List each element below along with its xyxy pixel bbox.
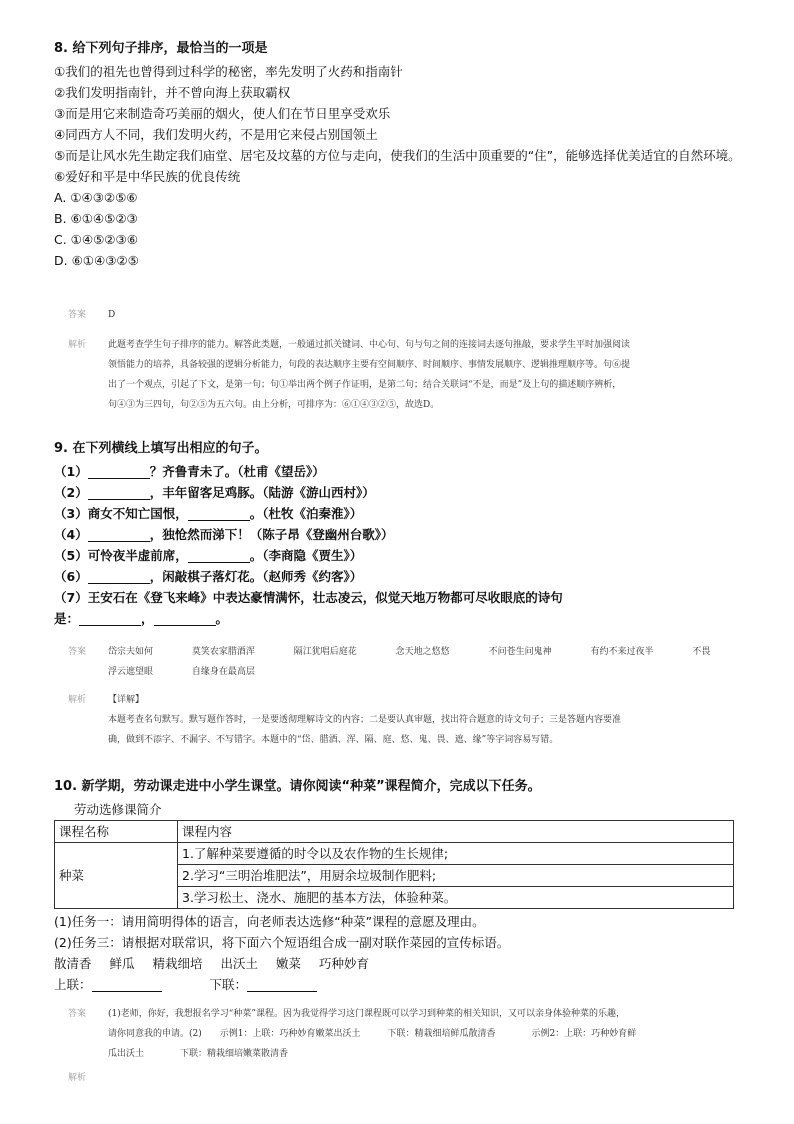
analysis-line: 确，做到不添字、不漏字、不写错字。本题中的“岱、腊酒、浑、隔、庭、悠、鬼、畏、遮、缘”等字词容易写错。 — [108, 735, 559, 745]
item-text: 。（杜牧《泊秦淮》） — [249, 506, 363, 521]
q8-sentence: ②我们发明指南针，并不曾向海上获取霸权 — [54, 85, 291, 100]
q9-answers-line — [108, 662, 728, 682]
answer-item: 浮云遮望眼 — [108, 667, 154, 677]
fill-blank[interactable] — [88, 485, 150, 500]
q9-analysis-row — [68, 690, 728, 750]
q9-analysis — [108, 690, 728, 750]
q8-sentence: ⑥爱好和平是中华民族的优良传统 — [54, 169, 241, 184]
item-number: （3） — [54, 506, 88, 521]
fill-blank[interactable] — [88, 527, 150, 542]
q8-answer-row — [68, 305, 728, 325]
course-content-line: 2.学习“三明治堆肥法”，用厨余垃圾制作肥料; — [178, 865, 733, 887]
q9-answers — [108, 642, 728, 682]
phrase: 散清香 — [54, 956, 92, 971]
q9-answer-block — [68, 642, 728, 750]
answer-item: 隔江犹唱后庭花 — [293, 647, 357, 657]
answer-line: 瓜出沃土 下联：精栽细培嫩菜散清香 — [108, 1049, 289, 1059]
item-number: （2） — [54, 485, 88, 500]
lower-couplet-blank[interactable] — [247, 977, 317, 992]
item-number: （4） — [54, 527, 88, 542]
q8-option-c[interactable]: C. ①④⑤②③⑥ — [54, 232, 138, 247]
item-text: 。（李商隐《贾生》） — [249, 548, 363, 563]
answer-line: 请你同意我的申请。(2) 示例1：上联：巧种妙育嫩菜出沃土 下联：精栽细培鲜瓜散清香 示例2：上联：巧种妙育鲜 — [108, 1029, 637, 1039]
answer-item: 念天地之悠悠 — [395, 647, 450, 657]
analysis-line: 本题考查名句默写。默写题作答时，一是要透彻理解诗文的内容；二是要认真审题，找出符合题意的诗文句子；三是答题内容要准 — [108, 715, 622, 725]
couplet-blanks — [54, 974, 754, 995]
course-content-line: 3.学习松土、浇水、施肥的基本方法，体验种菜。 — [182, 890, 457, 905]
phrase: 鲜瓜 — [109, 956, 135, 971]
table-header-cell: 课程名称 — [55, 821, 178, 843]
analysis-line: 出了一个观点，引起了下文，是第一句；句①举出两个例子作证明，是第二句；结合关联词“不是，而是”及上句的描述顺序辨析， — [108, 380, 622, 390]
item-text: ？齐鲁青未了。（杜甫《望岳》） — [149, 464, 325, 479]
q8-sentence: ⑤而是让风水先生勘定我们庙堂、居宅及坟墓的方位与走向，使我们的生活中顶重要的“住”，能够选择优美适宜的自然环境。 — [54, 148, 741, 163]
analysis-line: 句④③为三四句，句②⑤为五六句。由上分析，可排序为：⑥①④③②⑤，故选D。 — [108, 400, 440, 410]
q9-item-7-blanks — [54, 608, 754, 629]
answer-label: 答案 — [68, 1009, 87, 1019]
q9-item-7: （7）王安石在《登飞来峰》中表达豪情满怀，壮志凌云，似觉天地万物都可尽收眼底的诗句 — [54, 590, 563, 605]
analysis-label: 解析 — [68, 1073, 87, 1083]
q8-answer: D — [108, 310, 116, 320]
q10-answer-block — [68, 1004, 728, 1083]
fill-blank[interactable] — [79, 611, 141, 626]
upper-couplet-blank[interactable] — [92, 977, 162, 992]
task-1: (1)任务一：请用简明得体的语言，向老师表达选修“种菜”课程的意愿及理由。 — [54, 914, 485, 929]
table-header-cell: 课程内容 — [178, 821, 734, 843]
q9-item-1 — [54, 461, 754, 482]
item-text: 是： — [54, 611, 80, 626]
question-9-title: 9. 在下列横线上填写出相应的句子。 — [54, 441, 268, 456]
table-caption: 劳动选修课简介 — [74, 802, 162, 817]
q9-item-4 — [54, 524, 754, 545]
table-header-row — [55, 821, 734, 843]
item-number: （6） — [54, 569, 88, 584]
item-text: ， — [141, 611, 154, 626]
fill-blank[interactable] — [88, 464, 150, 479]
table-row — [55, 843, 734, 909]
phrase: 出沃土 — [220, 956, 259, 971]
item-text: 可怜夜半虚前席， — [87, 548, 188, 563]
phrase-list — [54, 953, 754, 974]
q8-sentence: ④同西方人不同，我们发明火药，不是用它来侵占别国领土 — [54, 127, 378, 142]
question-8-title: 8. 给下列句子排序，最恰当的一项是 — [54, 41, 268, 56]
analysis-label: 解析 — [68, 695, 87, 705]
answer-label: 答案 — [68, 310, 87, 320]
question-9 — [54, 440, 754, 629]
q9-item-6 — [54, 566, 754, 587]
phrase: 巧种妙育 — [319, 956, 370, 971]
phrase: 精栽细培 — [152, 956, 203, 971]
q8-answer-block — [68, 305, 728, 415]
q8-option-d[interactable]: D. ⑥①④③②⑤ — [54, 253, 139, 268]
fill-blank[interactable] — [188, 506, 250, 521]
item-text: 商女不知亡国恨， — [87, 506, 188, 521]
q8-analysis-row — [68, 335, 728, 415]
q9-item-3 — [54, 503, 754, 524]
q10-answer-row — [68, 1004, 728, 1064]
q10-answer — [108, 1004, 728, 1064]
q8-sentence: ③而是用它来制造奇巧美丽的烟火，使人们在节日里享受欢乐 — [54, 106, 391, 121]
question-8 — [54, 40, 754, 271]
answer-item: 莫笑农家腊酒浑 — [191, 647, 255, 657]
phrase: 嫩菜 — [276, 956, 302, 971]
q8-analysis — [108, 335, 728, 415]
item-number: （1） — [54, 464, 88, 479]
answer-item: 不畏 — [692, 647, 711, 657]
course-name-cell: 种菜 — [55, 843, 178, 909]
answer-item: 不问苍生问鬼神 — [488, 647, 552, 657]
q9-item-2 — [54, 482, 754, 503]
q8-option-a[interactable]: A. ①④③②⑤⑥ — [54, 190, 138, 205]
q8-option-b[interactable]: B. ⑥①④⑤②③ — [54, 211, 138, 226]
analysis-line: 此题考查学生句子排序的能力。解答此类题，一般通过抓关键词、中心句、句与句之间的连接词去逐句推敲，要求学生平时加强阅读 — [108, 340, 631, 350]
lower-couplet-label: 下联： — [209, 977, 247, 992]
answer-item: 有约不来过夜半 — [590, 647, 654, 657]
answer-item: 岱宗夫如何 — [108, 647, 154, 657]
upper-couplet-label: 上联： — [54, 977, 92, 992]
q9-item-5 — [54, 545, 754, 566]
analysis-line: 领悟能力的培养，具备较强的逻辑分析能力，句段的表达顺序主要有空间顺序、时间顺序、事情发展顺序、逻辑推理顺序等。句⑥提 — [108, 360, 631, 370]
question-10 — [54, 778, 754, 995]
item-text: ，丰年留客足鸡豚。（陆游《游山西村》） — [149, 485, 375, 500]
analysis-heading: 【详解】 — [108, 695, 145, 705]
analysis-label: 解析 — [68, 340, 87, 350]
item-text: ，独怆然而涕下！（陈子昂《登幽州台歌》） — [149, 527, 394, 542]
fill-blank[interactable] — [154, 611, 216, 626]
q9-answers-line — [108, 642, 728, 662]
course-content-line: 1.了解种菜要遵循的时令以及农作物的生长规律; — [178, 843, 733, 865]
item-number: （5） — [54, 548, 88, 563]
item-text: 。 — [215, 611, 229, 626]
fill-blank[interactable] — [188, 548, 250, 563]
answer-line: (1)老师，你好，我想报名学习“种菜”课程。因为我觉得学习这门课程既可以学习到种菜的相关知识，又可以亲身体验种菜的乐趣， — [108, 1009, 625, 1019]
course-table — [54, 820, 734, 909]
task-3: (2)任务三：请根据对联常识，将下面六个短语组合成一副对联作菜园的宣传标语。 — [54, 935, 510, 950]
question-10-title: 10. 新学期，劳动课走进中小学生课堂。请你阅读“种菜”课程简介，完成以下任务。 — [54, 779, 541, 794]
course-contents-cell — [178, 843, 734, 909]
item-text: ，闲敲棋子落灯花。（赵师秀《约客》） — [149, 569, 363, 584]
answer-item: 自缘身在最高层 — [191, 667, 255, 677]
answer-label: 答案 — [68, 647, 87, 657]
q9-answer-row — [68, 642, 728, 682]
fill-blank[interactable] — [88, 569, 150, 584]
q8-sentence: ①我们的祖先也曾得到过科学的秘密，率先发明了火药和指南针 — [54, 64, 403, 79]
